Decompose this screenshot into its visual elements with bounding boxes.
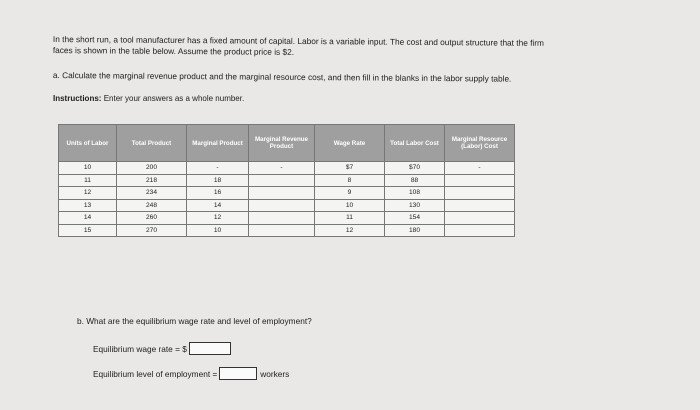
instructions — [53, 94, 244, 103]
instructions-text: Enter your answers as a whole number. — [103, 94, 245, 103]
cell-marginal-product: 18 — [187, 174, 249, 187]
cell-mrc: - — [445, 162, 515, 175]
table-row — [59, 174, 515, 187]
header-total-labor-cost: Total Labor Cost — [385, 125, 445, 162]
instructions-label: Instructions: — [53, 94, 102, 103]
cell-total-labor-cost: 88 — [385, 174, 445, 187]
cell-total-product: 260 — [117, 212, 187, 225]
mrp-blank-cell[interactable] — [249, 199, 315, 212]
cell-marginal-product: 14 — [187, 199, 249, 212]
mrp-blank-cell[interactable] — [249, 187, 315, 200]
mrc-blank-cell[interactable] — [445, 224, 515, 237]
mrc-blank-cell[interactable] — [445, 187, 515, 200]
cell-total-product: 248 — [117, 199, 187, 212]
question-b: b. What are the equilibrium wage rate and level of employment? — [77, 316, 312, 326]
table-row — [59, 199, 515, 212]
intro-line-2: faces is shown in the table below. Assume the product price is $2. — [52, 44, 295, 57]
cell-marginal-product: - — [187, 162, 249, 175]
cell-total-labor-cost: 108 — [385, 187, 445, 200]
mrp-blank-cell[interactable] — [249, 212, 315, 225]
employment-answer-row — [93, 367, 289, 380]
intro-paragraph — [53, 34, 683, 60]
mrp-blank-cell[interactable] — [249, 174, 315, 187]
cell-total-product: 218 — [117, 174, 187, 187]
wage-label: Equilibrium wage rate = $ — [93, 343, 187, 354]
cell-total-product: 234 — [117, 187, 187, 200]
cell-units: 13 — [59, 199, 117, 212]
cell-wage-rate: $7 — [315, 162, 385, 175]
employment-label: Equilibrium level of employment = — [93, 368, 218, 379]
cell-units: 12 — [59, 187, 117, 200]
cell-marginal-product: 16 — [187, 187, 249, 200]
cell-total-labor-cost: 180 — [385, 224, 445, 237]
employment-input[interactable] — [219, 367, 257, 380]
mrp-blank-cell[interactable] — [249, 224, 315, 237]
cell-total-labor-cost: 154 — [385, 212, 445, 225]
wage-input[interactable] — [189, 342, 231, 355]
cell-total-labor-cost: 130 — [385, 199, 445, 212]
wage-answer-row — [93, 342, 231, 355]
table-row — [59, 187, 515, 200]
table-row — [59, 224, 515, 237]
header-total-product: Total Product — [117, 125, 187, 162]
cell-units: 15 — [59, 224, 117, 237]
cell-wage-rate: 10 — [315, 199, 385, 212]
header-marginal-product: Marginal Product — [187, 125, 249, 162]
cell-units: 11 — [59, 174, 117, 187]
cell-wage-rate: 12 — [315, 224, 385, 237]
header-wage-rate: Wage Rate — [315, 125, 385, 162]
header-units-of-labor: Units of Labor — [59, 125, 117, 162]
table-row — [59, 162, 515, 175]
question-a: a. Calculate the marginal revenue product and the marginal resource cost, and then fill in the blanks in the labor supply table. — [52, 70, 512, 84]
table-row — [59, 212, 515, 225]
cell-marginal-product: 12 — [187, 212, 249, 225]
cell-units: 14 — [59, 212, 117, 225]
table-header-row — [59, 125, 515, 162]
employment-unit: workers — [260, 368, 290, 379]
header-marginal-revenue-product: Marginal Revenue Product — [249, 125, 315, 162]
mrc-blank-cell[interactable] — [445, 174, 515, 187]
intro-line-1: In the short run, a tool manufacturer has a fixed amount of capital. Labor is a variable input. The cost and output structure that the firm — [52, 34, 545, 48]
mrc-blank-cell[interactable] — [445, 212, 515, 225]
cell-total-product: 200 — [117, 162, 187, 175]
header-marginal-resource-cost: Marginal Resource (Labor) Cost — [445, 125, 515, 162]
cell-wage-rate: 11 — [315, 212, 385, 225]
mrc-blank-cell[interactable] — [445, 199, 515, 212]
cell-mrp: - — [249, 162, 315, 175]
cell-units: 10 — [59, 162, 117, 175]
cell-total-product: 270 — [117, 224, 187, 237]
cell-marginal-product: 10 — [187, 224, 249, 237]
cell-wage-rate: 8 — [315, 174, 385, 187]
cell-wage-rate: 9 — [315, 187, 385, 200]
labor-supply-table — [58, 124, 514, 276]
cell-total-labor-cost: $70 — [385, 162, 445, 175]
